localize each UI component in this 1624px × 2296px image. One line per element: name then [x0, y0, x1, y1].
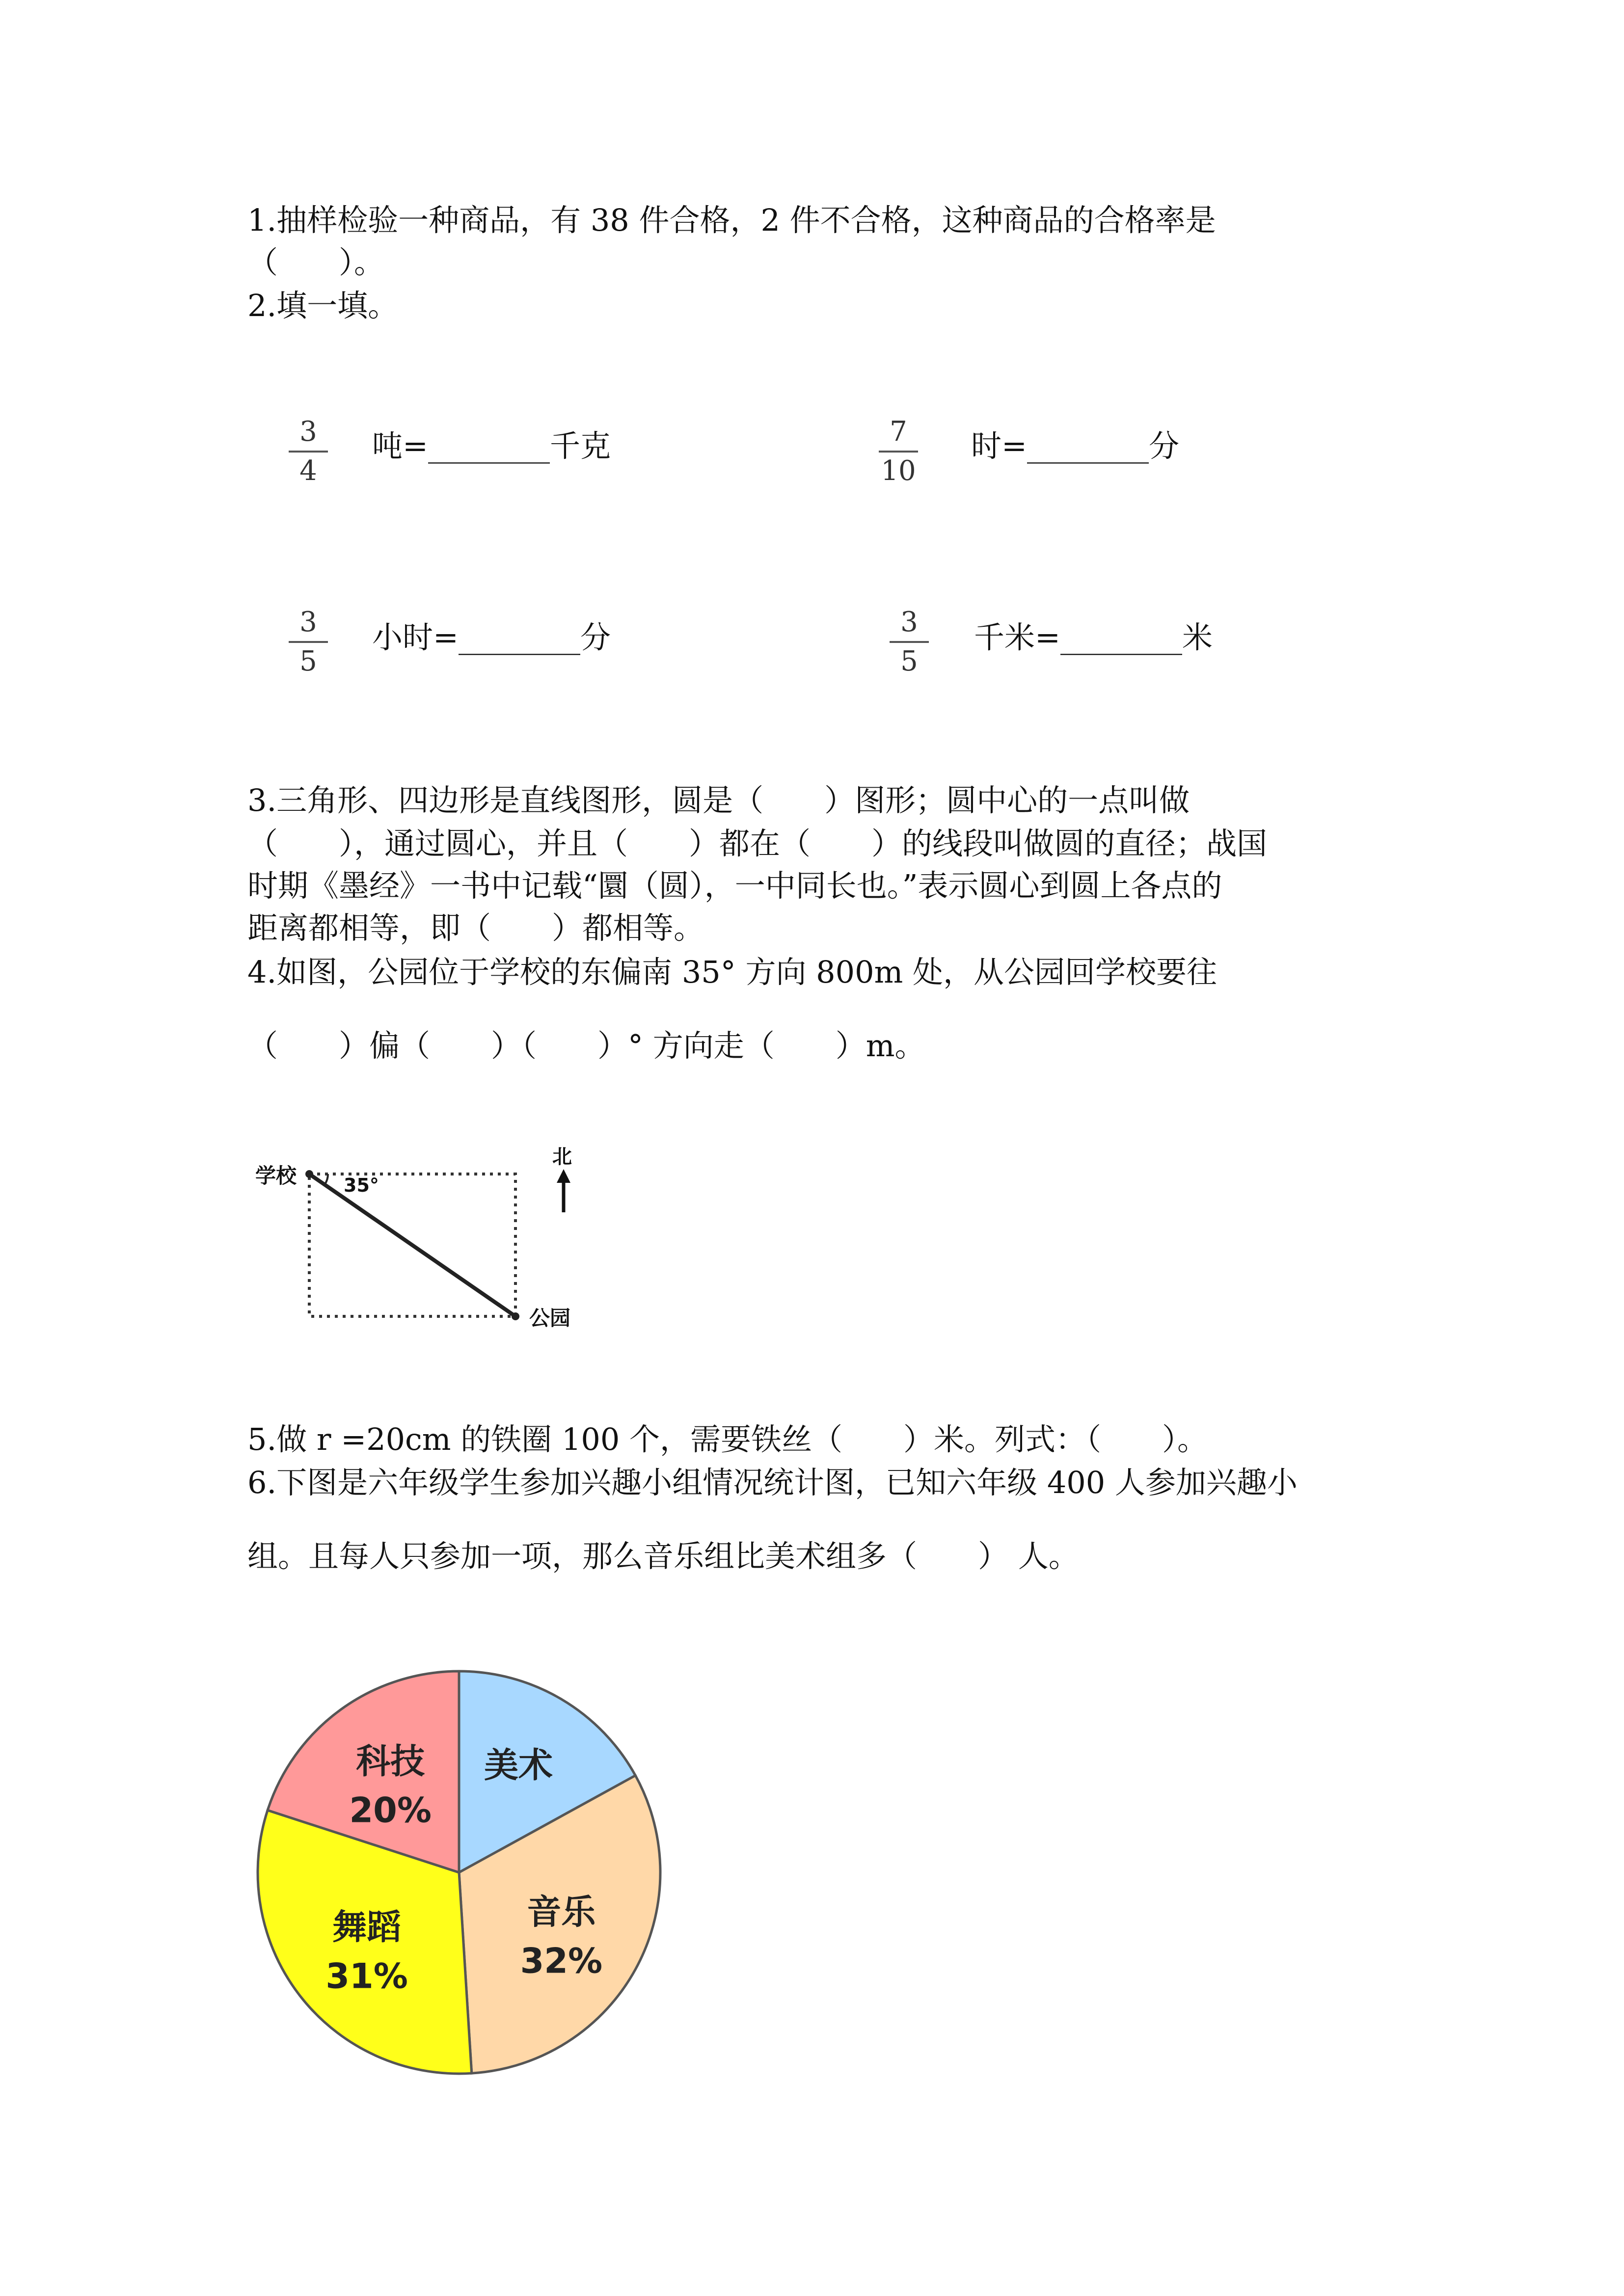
- q2-item2-text: 时=________分: [971, 428, 1179, 464]
- school-point: [305, 1170, 313, 1178]
- fraction-denominator: 5: [900, 645, 918, 677]
- pie-label-dance: 舞蹈: [332, 1907, 402, 1948]
- angle-arc: [325, 1174, 328, 1185]
- q2-title: 2.填一填。: [247, 288, 399, 323]
- q3-line1: 3.三角形、四边形是直线图形，圆是（ ）图形；圆中心的一点叫做: [247, 782, 1190, 818]
- fraction-denominator: 5: [299, 645, 317, 677]
- q3-line3: 时期《墨经》一书中记载“圜（圆），一中同长也。”表示圆心到圆上各点的: [247, 868, 1222, 904]
- q4-line2: （ ）偏（ ）（ ）° 方向走（ ）m。: [247, 1028, 925, 1064]
- fraction-bar: [289, 451, 328, 453]
- fraction-3-4: [289, 418, 328, 485]
- q1-line2: （ ）。: [247, 244, 385, 280]
- q5-line1: 5.做 r =20cm 的铁圈 100 个，需要铁丝（ ）米。列式：（ ）。: [247, 1421, 1208, 1457]
- north-label: 北: [552, 1146, 572, 1168]
- direction-diagram: [245, 1134, 599, 1340]
- fraction-7-10: [879, 418, 918, 485]
- q2-item3-text: 小时=________分: [372, 619, 611, 655]
- q6-line1: 6.下图是六年级学生参加兴趣小组情况统计图，已知六年级 400 人参加兴趣小: [247, 1465, 1298, 1500]
- fraction-3-5: [890, 606, 929, 677]
- fraction-numerator: 3: [299, 416, 317, 448]
- pie-label-technology: 科技: [356, 1741, 425, 1782]
- fraction-numerator: 3: [299, 606, 317, 638]
- pie-percent-technology: 20%: [349, 1790, 432, 1831]
- q2-item1-text: 吨=________千克: [372, 428, 611, 464]
- interest-group-pie-chart: [245, 1659, 677, 2091]
- school-label: 学校: [255, 1164, 297, 1188]
- fraction-3-5: [289, 606, 328, 677]
- pie-percent-music: 32%: [520, 1941, 603, 1981]
- q6-line2: 组。且每人只参加一项，那么音乐组比美术组多（ ） 人。: [247, 1538, 1079, 1574]
- pie-label-art: 美术: [484, 1745, 553, 1786]
- fraction-numerator: 7: [890, 416, 907, 448]
- pie-label-music: 音乐: [527, 1892, 596, 1932]
- fraction-bar: [890, 641, 929, 643]
- angle-label: 35°: [344, 1175, 379, 1196]
- q4-line1: 4.如图，公园位于学校的东偏南 35° 方向 800m 处，从公园回学校要往: [247, 954, 1218, 990]
- q3-line4: 距离都相等，即（ ）都相等。: [247, 910, 704, 946]
- q1-line1: 1.抽样检验一种商品，有 38 件合格，2 件不合格，这种商品的合格率是: [247, 202, 1216, 238]
- fraction-numerator: 3: [900, 606, 918, 638]
- pie-percent-dance: 31%: [325, 1956, 408, 1997]
- fraction-denominator: 10: [881, 455, 916, 487]
- north-arrow-icon: [557, 1169, 570, 1183]
- fraction-denominator: 4: [299, 455, 317, 487]
- fraction-bar: [879, 451, 918, 453]
- park-label: 公园: [529, 1306, 571, 1330]
- park-point: [512, 1312, 519, 1320]
- fraction-bar: [289, 641, 328, 643]
- q3-line2: （ ），通过圆心，并且（ ）都在（ ）的线段叫做圆的直径；战国: [247, 826, 1268, 861]
- school-park-line: [309, 1174, 515, 1316]
- q2-item4-text: 千米=________米: [974, 619, 1213, 655]
